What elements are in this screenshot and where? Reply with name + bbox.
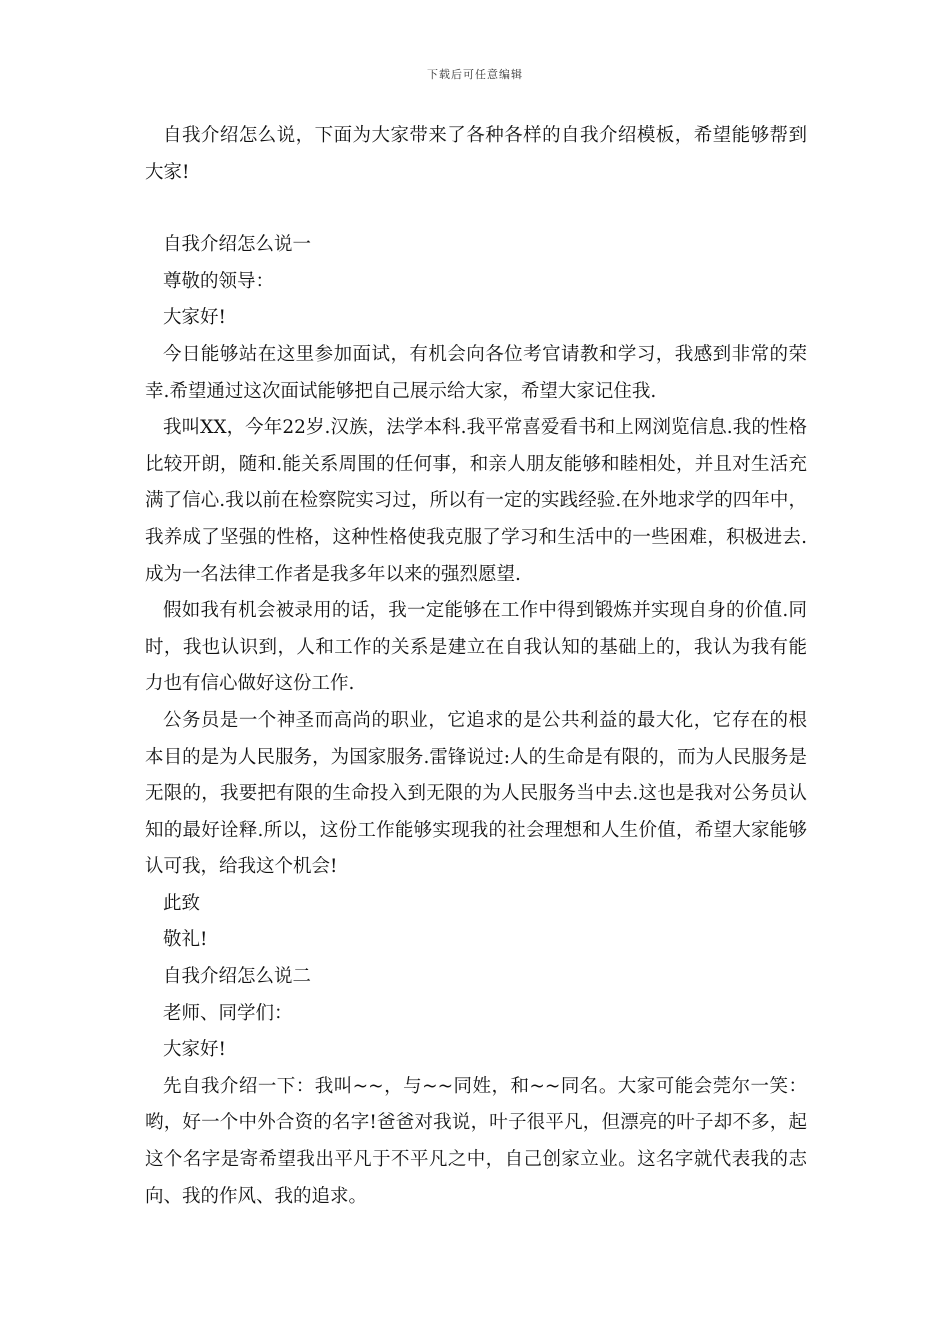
salutation: 老师、同学们：: [163, 1002, 293, 1024]
closing-line: 敬礼!: [163, 929, 208, 951]
body-paragraph: 先自我介绍一下：我叫~~，与~~同姓，和~~同名。大家可能会莞尔一笑：哟，好一个中外合资的名字!爸爸对我说，叶子很平凡，但漂亮的叶子却不多，起这个名字是寄希望我出平凡于不平凡之中，自己创家立业。这名字就代表我的志向、我的作风、我的追求。: [145, 1075, 807, 1207]
greeting: 大家好!: [163, 1039, 226, 1061]
body-paragraph: 假如我有机会被录用的话，我一定能够在工作中得到锻炼并实现自身的价值.同时，我也认识到，人和工作的关系是建立在自我认知的基础上的，我认为我有能力也有信心做好这份工作.: [145, 600, 807, 695]
closing-line: 此致: [163, 892, 201, 914]
paragraph-spacer: [145, 191, 807, 227]
section-heading-2: 自我介绍怎么说二: [163, 966, 312, 988]
section-heading-1: 自我介绍怎么说一: [163, 234, 312, 256]
intro-paragraph: 自我介绍怎么说，下面为大家带来了各种各样的自我介绍模板，希望能够帮到大家!: [145, 125, 807, 183]
body-paragraph: 我叫XX，今年22岁.汉族，法学本科.我平常喜爱看书和上网浏览信息.我的性格比较开朗，随和.能关系周围的任何事，和亲人朋友能够和睦相处，并且对生活充满了信心.我以前在检察院实习过，所以有一定的实践经验.在外地求学的四年中，我养成了坚强的性格，这种性格使我克服了学习和生活中的一些困难，积极进去.成为一名法律工作者是我多年以来的强烈愿望.: [145, 417, 807, 585]
body-paragraph: 今日能够站在这里参加面试，有机会向各位考官请教和学习，我感到非常的荣幸.希望通过这次面试能够把自己展示给大家，希望大家记住我.: [145, 343, 807, 402]
body-paragraph: 公务员是一个神圣而高尚的职业，它追求的是公共利益的最大化，它存在的根本目的是为人民服务，为国家服务.雷锋说过:人的生命是有限的，而为人民服务是无限的，我要把有限的生命投入到无限的为人民服务当中去.这也是我对公务员认知的最好诠释.所以，这份工作能够实现我的社会理想和人生价值，希望大家能够认可我，给我这个机会!: [145, 709, 807, 878]
salutation: 尊敬的领导：: [163, 270, 275, 292]
document-body: [145, 118, 807, 1215]
page-header: 下载后可任意编辑: [427, 68, 523, 81]
greeting: 大家好!: [163, 307, 226, 329]
